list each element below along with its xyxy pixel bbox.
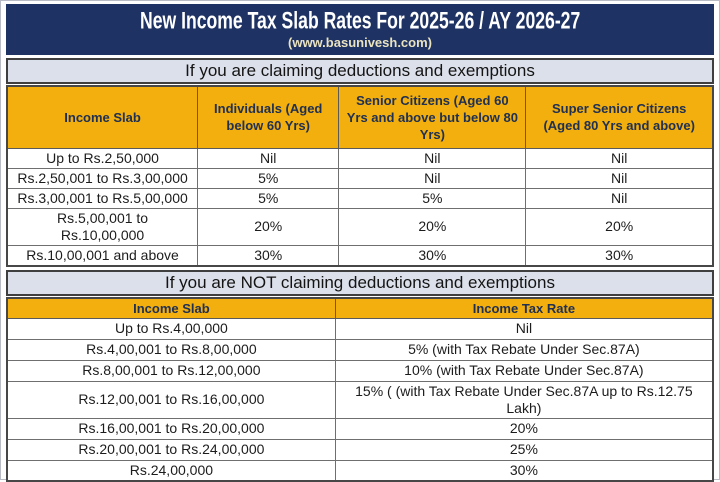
table-cell: Rs.24,00,000 <box>7 460 335 481</box>
table-cell: Rs.3,00,001 to Rs.5,00,000 <box>7 188 198 208</box>
table-cell: Nil <box>198 148 339 168</box>
new-regime-table <box>6 297 714 482</box>
new-regime-table-header <box>7 298 713 319</box>
table-cell: 5% (with Tax Rebate Under Sec.87A) <box>335 339 713 360</box>
column-header: Income Slab <box>7 298 335 319</box>
table-row <box>7 318 713 339</box>
column-header: Income Slab <box>7 86 198 148</box>
section-band-no-deductions: If you are NOT claiming deductions and exemptions <box>6 270 714 296</box>
section-band-deductions: If you are claiming deductions and exemptions <box>6 58 714 84</box>
page-title <box>6 8 714 34</box>
table-cell: Nil <box>526 168 713 188</box>
table-cell: Rs.4,00,001 to Rs.8,00,000 <box>7 339 335 360</box>
table-cell: Rs.12,00,001 to Rs.16,00,000 <box>7 381 335 418</box>
table-cell: 5% <box>198 188 339 208</box>
table-cell: 20% <box>526 208 713 245</box>
table-row <box>7 381 713 418</box>
table-cell: 20% <box>335 418 713 439</box>
deductions-table-header <box>7 86 713 148</box>
table-row <box>7 188 713 208</box>
column-header: Super Senior Citizens (Aged 80 Yrs and above) <box>526 86 713 148</box>
table-row <box>7 339 713 360</box>
table-row <box>7 168 713 188</box>
column-header: Income Tax Rate <box>335 298 713 319</box>
new-regime-table-body <box>7 318 713 481</box>
table-row <box>7 439 713 460</box>
table-cell: 25% <box>335 439 713 460</box>
table-cell: Nil <box>526 148 713 168</box>
table-cell: Up to Rs.2,50,000 <box>7 148 198 168</box>
masthead <box>6 4 714 55</box>
table-cell: 15% ( (with Tax Rebate Under Sec.87A up to Rs.12.75 Lakh) <box>335 381 713 418</box>
table-cell: Nil <box>335 318 713 339</box>
table-cell: Nil <box>526 188 713 208</box>
table-cell: Rs.8,00,001 to Rs.12,00,000 <box>7 360 335 381</box>
table-cell: 5% <box>339 188 526 208</box>
table-cell: Rs.5,00,001 to Rs.10,00,000 <box>7 208 198 245</box>
site-url: (www.basunivesh.com) <box>6 35 714 50</box>
header-row <box>7 86 713 148</box>
table-row <box>7 208 713 245</box>
table-cell: Rs.10,00,001 and above <box>7 245 198 266</box>
column-header: Individuals (Aged below 60 Yrs) <box>198 86 339 148</box>
table-cell: Rs.20,00,001 to Rs.24,00,000 <box>7 439 335 460</box>
table-row <box>7 360 713 381</box>
table-row <box>7 245 713 266</box>
table-cell: Nil <box>339 168 526 188</box>
table-cell: 20% <box>339 208 526 245</box>
table-row <box>7 148 713 168</box>
table-cell: 30% <box>526 245 713 266</box>
table-cell: Rs.16,00,001 to Rs.20,00,000 <box>7 418 335 439</box>
table-cell: 20% <box>198 208 339 245</box>
deductions-table-body <box>7 148 713 266</box>
table-row <box>7 418 713 439</box>
table-cell: Rs.2,50,001 to Rs.3,00,000 <box>7 168 198 188</box>
header-row <box>7 298 713 319</box>
table-row <box>7 460 713 481</box>
table-cell: 30% <box>339 245 526 266</box>
table-cell: 10% (with Tax Rebate Under Sec.87A) <box>335 360 713 381</box>
table-cell: 30% <box>198 245 339 266</box>
column-header: Senior Citizens (Aged 60 Yrs and above but below 80 Yrs) <box>339 86 526 148</box>
table-cell: 30% <box>335 460 713 481</box>
deductions-table <box>6 85 714 267</box>
table-cell: 5% <box>198 168 339 188</box>
page-title-text: New Income Tax Slab Rates For 2025-26 / AY 2026-27 <box>140 7 580 35</box>
table-cell: Up to Rs.4,00,000 <box>7 318 335 339</box>
table-cell: Nil <box>339 148 526 168</box>
